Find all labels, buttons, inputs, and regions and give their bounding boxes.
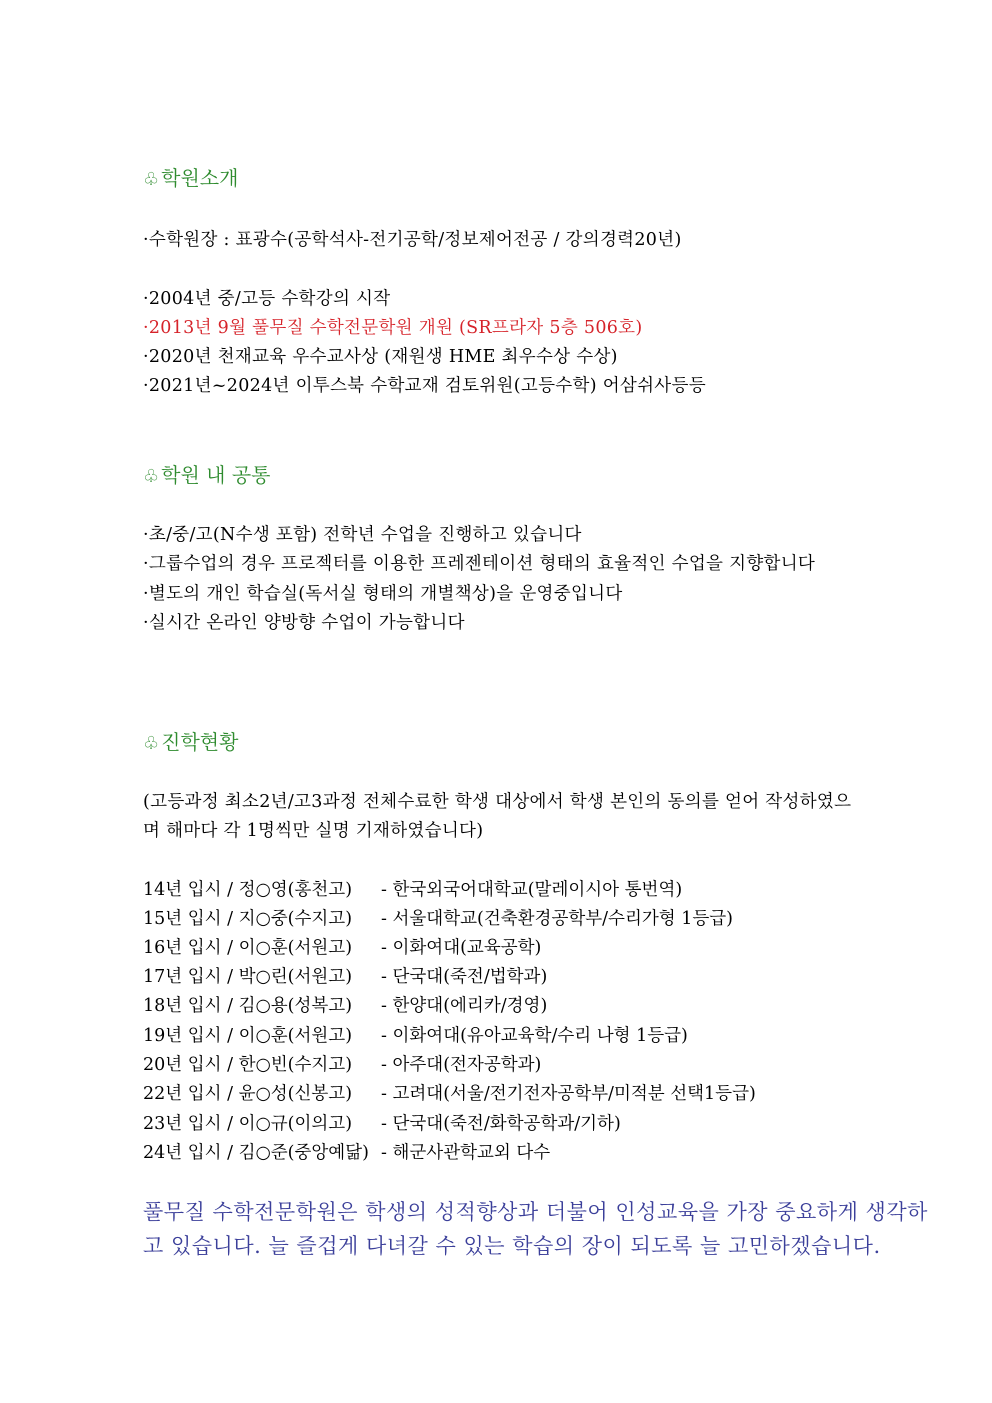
director-line: ·수학원장 : 표광수(공학석사-전기공학/정보제어전공 / 강의경력20년) <box>143 230 682 250</box>
history-item: ·2021년~2024년 이투스북 수학교재 검토위원(고등수학) 어삼쉬사등등 <box>143 376 706 396</box>
admission-record: 16년 입시 / 이○훈(서원고) - 이화여대(교육공학) <box>143 938 542 958</box>
admission-record: 15년 입시 / 지○중(수지고) - 서울대학교(건축환경공학부/수리가형 1등급) <box>143 909 734 929</box>
common-item: ·실시간 온라인 양방향 수업이 가능합니다 <box>143 613 465 633</box>
intro-heading: ♧ 학원소개 <box>143 166 239 190</box>
admission-record: 23년 입시 / 이○규(이의고) - 단국대(죽전/화학공학과/기하) <box>143 1114 621 1134</box>
admission-record: 17년 입시 / 박○린(서원고) - 단국대(죽전/법학과) <box>143 967 548 987</box>
history-item: ·2020년 천재교육 우수교사상 (재원생 HME 최우수상 수상) <box>143 347 618 367</box>
common-item: ·그룹수업의 경우 프로젝터를 이용한 프레젠테이션 형태의 효율적인 수업을 지향합니다 <box>143 554 816 574</box>
clover-icon: ♧ <box>143 169 160 190</box>
history-item: ·2004년 중/고등 수학강의 시작 <box>143 289 391 309</box>
history-item-highlight: ·2013년 9월 풀무질 수학전문학원 개원 (SR프라자 5층 506호) <box>143 318 643 338</box>
admissions-heading: ♧ 진학현황 <box>143 730 239 754</box>
common-item: ·초/중/고(N수생 포함) 전학년 수업을 진행하고 있습니다 <box>143 525 582 545</box>
admissions-note: 며 해마다 각 1명씩만 실명 기재하였습니다) <box>143 821 484 841</box>
closing-line: 고 있습니다. 늘 즐겁게 다녀갈 수 있는 학습의 장이 되도록 늘 고민하겠습니다. <box>143 1234 881 1258</box>
admission-record: 22년 입시 / 윤○성(신봉고) - 고려대(서울/전기전자공학부/미적분 선택1등급) <box>143 1084 756 1104</box>
closing-line: 풀무질 수학전문학원은 학생의 성적향상과 더불어 인성교육을 가장 중요하게 생각하 <box>143 1200 928 1224</box>
admission-record: 24년 입시 / 김○준(중앙예닮) - 해군사관학교외 다수 <box>143 1143 551 1163</box>
common-heading: ♧ 학원 내 공통 <box>143 463 271 487</box>
admission-record: 18년 입시 / 김○용(성복고) - 한양대(에리카/경영) <box>143 996 548 1016</box>
common-item: ·별도의 개인 학습실(독서실 형태의 개별책상)을 운영중입니다 <box>143 584 623 604</box>
admissions-note: (고등과정 최소2년/고3과정 전체수료한 학생 대상에서 학생 본인의 동의를 얻어 작성하였으 <box>143 792 852 812</box>
admission-record: 20년 입시 / 한○빈(수지고) - 아주대(전자공학과) <box>143 1055 542 1075</box>
clover-icon: ♧ <box>143 466 160 487</box>
admission-record: 14년 입시 / 정○영(홍천고) - 한국외국어대학교(말레이시아 통번역) <box>143 880 683 900</box>
clover-icon: ♧ <box>143 733 160 754</box>
admission-record: 19년 입시 / 이○훈(서원고) - 이화여대(유아교육학/수리 나형 1등급) <box>143 1026 688 1046</box>
